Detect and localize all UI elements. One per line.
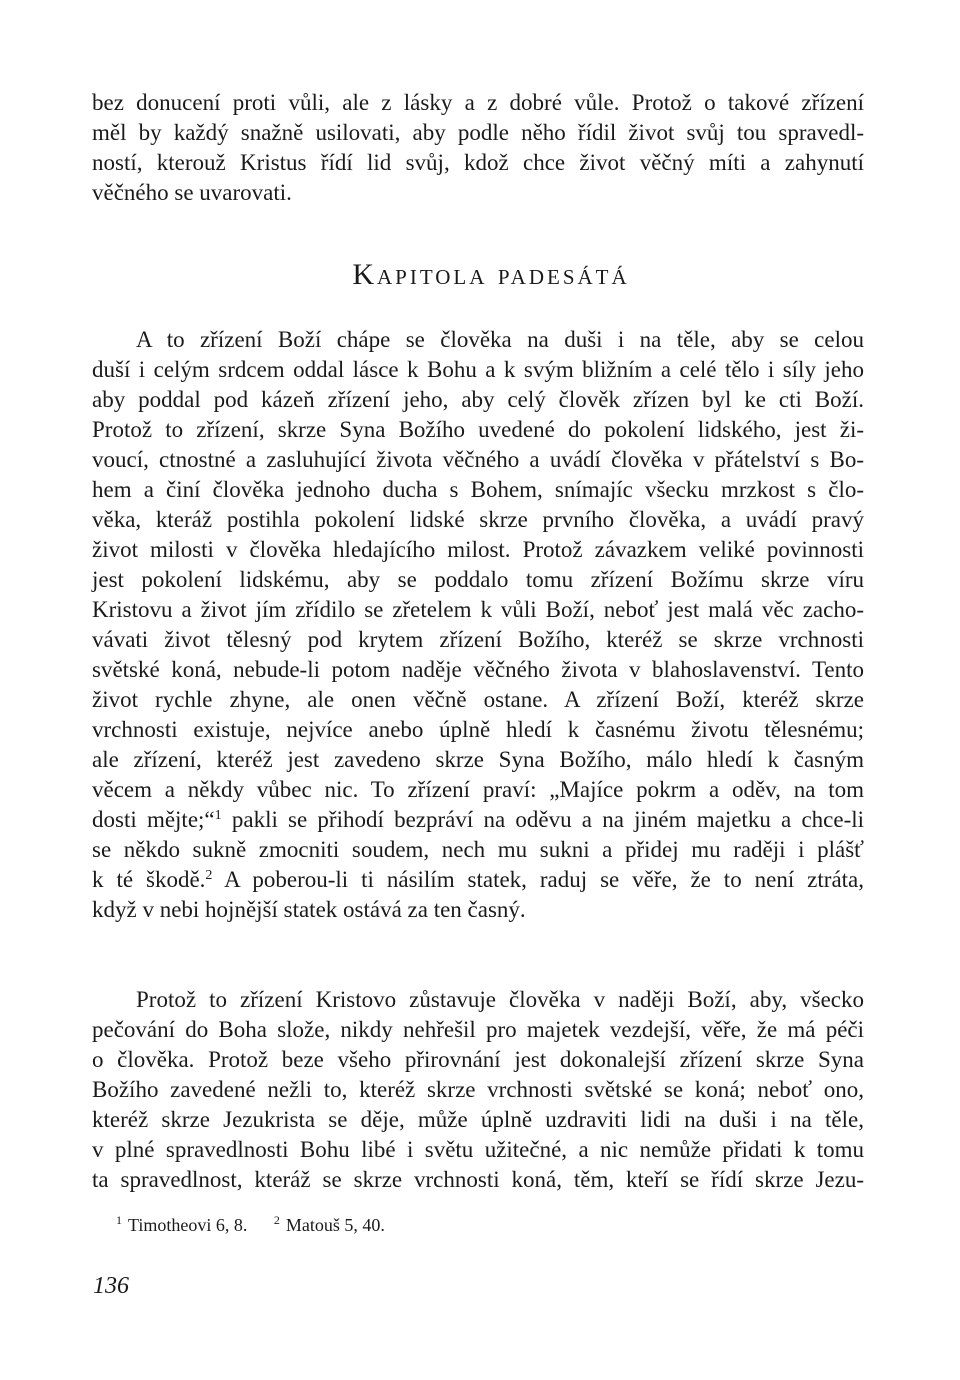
text-line: Protož to zřízení Kristovo zůstavuje člověka v naději Boží, aby, všecko <box>136 987 864 1012</box>
text-line: A to zřízení Boží chápe se člověka na duši i na těle, aby se celou <box>136 327 864 352</box>
text-segment: A poberou-li ti násilím statek, raduj se věře, že to není ztráta, <box>224 867 865 892</box>
page-number: 136 <box>93 1273 129 1299</box>
footnote-mark: 1 <box>116 1213 122 1227</box>
text-line: aby poddal pod kázeň zřízení jeho, aby celý člověk zřízen byl ke cti Boží. <box>92 387 864 412</box>
intro-paragraph <box>92 88 864 208</box>
text-segment: dosti mějte;“ <box>92 807 215 832</box>
text-line: kteréž skrze Jezukrista se děje, může úplně uzdraviti lidi na duši i na těle, <box>92 1107 864 1132</box>
text-line: Protož to zřízení, skrze Syna Božího uvedené do pokolení lidského, jest ži- <box>92 417 864 442</box>
text-line: o člověka. Protož beze všeho přirovnání jest dokonalejší zřízení skrze Syna <box>92 1047 864 1072</box>
footnotes <box>116 1215 407 1236</box>
text-line: se někdo sukně zmocniti soudem, nech mu sukni a přidej mu raději i plášť <box>92 837 864 862</box>
footnote-reference: 2 <box>205 868 213 883</box>
text-line: světské koná, nebude-li potom naděje věčného života v blahoslavenství. Tento <box>92 657 864 682</box>
text-line: ta spravedlnost, kteráž se skrze vrchnosti koná, těm, kteří se řídí skrze Jezu- <box>92 1167 864 1192</box>
text-line-with-footnote <box>92 805 864 835</box>
paragraph-1 <box>92 325 864 925</box>
text-line: věka, kteráž postihla pokolení lidské skrze prvního člověka, a uvádí pravý <box>92 507 864 532</box>
chapter-title-text: Kapitola padesátá <box>352 258 630 291</box>
footnote-text: Matouš 5, 40. <box>285 1215 385 1235</box>
text-line: život milosti v člověka hledajícího milost. Protož závazkem veliké povinnosti <box>92 537 864 562</box>
footnote-2 <box>274 1215 385 1236</box>
text-line: vrchnosti existuje, nejvíce anebo úplně hledí k časnému životu tělesnému; <box>92 717 864 742</box>
text-line: ností, kterouž Kristus řídí lid svůj, kdož chce život věčný míti a zahynutí <box>92 150 864 175</box>
footnote-1 <box>116 1215 247 1236</box>
text-line: život rychle zhyne, ale onen věčně ostane. A zřízení Boží, kteréž skrze <box>92 687 864 712</box>
text-line: věčného se uvarovati. <box>92 180 292 205</box>
paragraph-2 <box>92 985 864 1195</box>
text-line: Božího zavedené nežli to, kteréž skrze vrchnosti světské se koná; neboť ono, <box>92 1077 864 1102</box>
chapter-title <box>0 258 960 292</box>
text-line: vávati život tělesný pod krytem zřízení Božího, kteréž se skrze vrchnosti <box>92 627 864 652</box>
text-line: hem a činí člověka jednoho ducha s Bohem, snímajíc všecku mrzkost s člo- <box>92 477 864 502</box>
text-segment: k té škodě. <box>92 867 206 892</box>
text-line: jest pokolení lidskému, aby se poddalo tomu zřízení Božímu skrze víru <box>92 567 864 592</box>
footnote-text: Timotheovi 6, 8. <box>128 1215 248 1235</box>
text-line: bez donucení proti vůli, ale z lásky a z dobré vůle. Protož o takové zřízení <box>92 90 864 115</box>
text-line: věcem a někdy vůbec nic. To zřízení praví: „Majíce pokrm a oděv, na tom <box>92 777 864 802</box>
text-line: ale zřízení, kteréž jest zavedeno skrze Syna Božího, málo hledí k časným <box>92 747 864 772</box>
footnote-mark: 2 <box>273 1213 280 1227</box>
text-line: voucí, ctnostné a zasluhující života věčného a uvádí člověka v přátelství s Bo- <box>92 447 864 472</box>
text-line: když v nebi hojnější statek ostává za ten časný. <box>92 897 526 922</box>
text-line: pečování do Boha slože, nikdy nehřešil pro majetek vezdejší, věře, že má péči <box>92 1017 864 1042</box>
footnote-reference: 1 <box>214 808 222 823</box>
text-line: Kristovu a život jím zřídilo se zřetelem k vůli Boží, neboť jest malá věc zacho- <box>92 597 864 622</box>
text-segment: pakli se přihodí bezpráví na oděvu a na jiném majetku a chce-li <box>231 807 865 832</box>
text-line-with-footnote <box>92 865 864 895</box>
text-line: měl by každý snažně usilovati, aby podle něho řídil život svůj tou spravedl- <box>92 120 864 145</box>
text-line: duší i celým srdcem oddal lásce k Bohu a k svým bližním a celé tělo i síly jeho <box>92 357 864 382</box>
text-line: v plné spravedlnosti Bohu libé i světu užitečné, a nic nemůže přidati k tomu <box>92 1137 864 1162</box>
